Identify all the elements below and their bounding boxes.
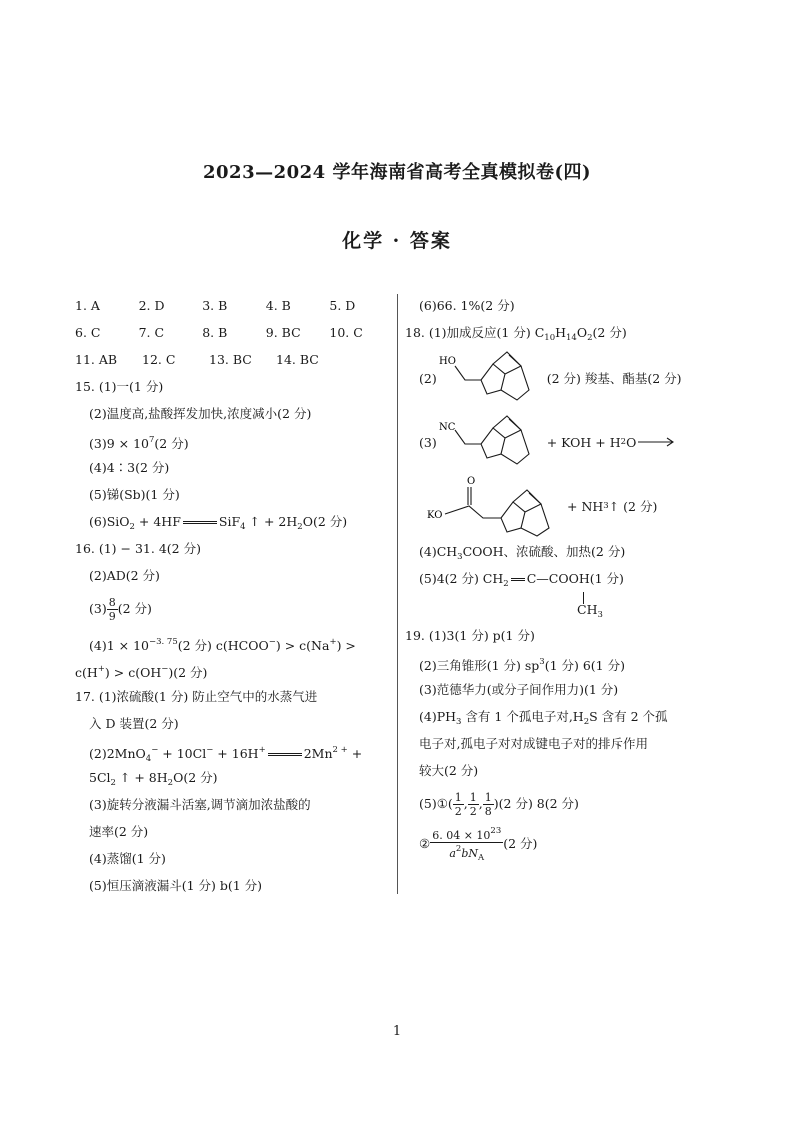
- superscript: +: [329, 637, 337, 647]
- text: + NH: [567, 498, 604, 514]
- q19-line: [405, 649, 735, 676]
- text: (1 分) 6(1 分): [544, 658, 625, 673]
- text: 6. 04 × 10: [432, 828, 491, 842]
- text: (5)①(: [419, 796, 453, 811]
- text: 2Mn: [303, 746, 333, 761]
- text: (2 分): [503, 836, 538, 851]
- text: ↑ (2 分): [608, 499, 658, 514]
- superscript: 2: [455, 843, 462, 854]
- text: H: [555, 325, 567, 340]
- q16-part4: [75, 629, 393, 656]
- text: O: [576, 325, 588, 340]
- text: S 含有 2 个孤: [589, 709, 668, 724]
- text: (5)4(2 分) CH: [419, 571, 504, 586]
- subscript: 3: [597, 610, 603, 620]
- superscript: −3. 75: [149, 637, 178, 647]
- subscript: 2: [587, 333, 593, 343]
- text: (4)PH: [419, 709, 457, 724]
- q18-part3-product: [405, 474, 735, 538]
- mcq-answer: 3. B: [202, 298, 228, 313]
- numerator: 1: [454, 791, 462, 804]
- superscript: 7: [149, 435, 155, 445]
- mcq-row: [75, 319, 393, 346]
- text: +: [347, 746, 363, 761]
- right-column: [405, 292, 735, 864]
- fraction: [483, 791, 494, 818]
- numerator: 8: [108, 596, 116, 609]
- text: c(H: [75, 665, 98, 680]
- mcq-answer: 2. D: [138, 298, 165, 313]
- text: ) > c(Na: [275, 638, 330, 653]
- subscript: 14: [566, 333, 577, 343]
- q16-part2: (2)AD(2 分): [89, 568, 160, 583]
- q17-line: (4)蒸馏(1 分): [89, 851, 166, 866]
- double-bond: [511, 578, 525, 581]
- left-column: [75, 292, 393, 899]
- superscript: 23: [490, 825, 502, 836]
- mcq-answer: 6. C: [75, 325, 101, 340]
- subscript: 3: [603, 501, 609, 511]
- q19-part5-1: [405, 784, 735, 824]
- subscript: 2: [167, 778, 174, 788]
- q17-line: [75, 737, 393, 764]
- text: 18. (1)加成反应(1 分) C: [405, 325, 545, 340]
- denominator: 9: [108, 610, 116, 623]
- numerator: [430, 825, 503, 843]
- q17-line: 速率(2 分): [89, 824, 149, 839]
- subscript: 2: [110, 778, 116, 788]
- mcq-answer: 4. B: [265, 298, 291, 313]
- superscript: 2 +: [332, 745, 348, 755]
- bicyclic-nitrile-structure: [437, 410, 547, 474]
- denominator: 2: [454, 805, 462, 818]
- text: (2)三角锥形(1 分) sp: [419, 658, 540, 673]
- hydroxyl-label: HO: [438, 356, 456, 367]
- text: (3)9 × 10: [89, 436, 149, 451]
- mcq-answer: 9. BC: [265, 325, 301, 340]
- q17-part6: (6)66. 1%(2 分): [419, 298, 515, 313]
- text: O(2 分): [173, 770, 218, 785]
- q18-part5: [405, 565, 735, 592]
- equals-sign: [268, 753, 302, 756]
- page-number: 1: [392, 1024, 402, 1039]
- q17-line: [75, 764, 393, 791]
- text: ②: [419, 836, 431, 851]
- text: a: [449, 846, 456, 860]
- text: (2 分): [592, 325, 627, 340]
- text: bN: [461, 846, 478, 860]
- mcq-row: [75, 292, 393, 319]
- mcq-answer: 10. C: [329, 325, 363, 340]
- bicyclic-alcohol-structure: [437, 346, 547, 410]
- superscript: −: [161, 664, 169, 674]
- subscript: 2: [620, 437, 627, 447]
- text: (3): [419, 434, 437, 450]
- column-divider: [397, 294, 398, 894]
- q15-part1: 15. (1)一(1 分): [75, 379, 164, 394]
- superscript: +: [258, 745, 266, 755]
- subscript: 2: [129, 522, 135, 532]
- q16-part3: [75, 589, 393, 629]
- text: ,: [463, 796, 468, 811]
- superscript: +: [97, 664, 105, 674]
- q15-part6: [75, 508, 393, 535]
- text: (2): [419, 370, 437, 386]
- q19-line: 较大(2 分): [419, 763, 479, 778]
- text: 5Cl: [89, 770, 111, 785]
- text: 含有 1 个孤电子对,H: [461, 709, 584, 724]
- mcq-answer: 13. BC: [209, 352, 252, 367]
- text: (2 分): [117, 601, 152, 616]
- subscript: 2: [583, 717, 590, 727]
- text: (6)SiO: [89, 514, 130, 529]
- fraction: [453, 791, 464, 818]
- text: + 4HF: [134, 514, 181, 529]
- mcq-row: [75, 346, 393, 373]
- text: + KOH + H: [546, 434, 621, 450]
- numerator: 1: [469, 791, 477, 804]
- reaction-arrow-icon: [636, 437, 676, 447]
- text: (2 分): [154, 436, 189, 451]
- superscript: −: [206, 745, 214, 755]
- mcq-answer: 7. C: [138, 325, 165, 340]
- denominator: 2: [469, 805, 477, 818]
- mcq-answer: 14. BC: [276, 352, 319, 367]
- q19-line: 19. (1)3(1 分) p(1 分): [405, 628, 535, 643]
- text: )(2 分): [168, 665, 208, 680]
- q15-part5: (5)锑(Sb)(1 分): [89, 487, 180, 502]
- subscript: 4: [145, 754, 152, 764]
- q15-part2: (2)温度高,盐酸挥发加快,浓度减小(2 分): [89, 406, 312, 421]
- text: (4)1 × 10: [89, 638, 149, 653]
- page-subtitle: 化学 · 答案: [342, 230, 452, 252]
- denominator: 8: [484, 805, 492, 818]
- text: (2 分) c(HCOO: [177, 638, 269, 653]
- text: ) >: [336, 638, 356, 653]
- text: O: [626, 434, 637, 450]
- mcq-answer: 11. AB: [75, 352, 118, 367]
- q15-part3: [75, 427, 393, 454]
- mcq-answer: 8. B: [202, 325, 228, 340]
- subscript: 3: [457, 552, 463, 562]
- text: (2)2MnO: [89, 746, 146, 761]
- text: )(2 分) 8(2 分): [493, 796, 579, 811]
- text: (2 分) 羧基、酯基(2 分): [546, 371, 682, 386]
- mcq-answer: 1. A: [75, 298, 100, 313]
- potassium-carboxylate-structure: [427, 474, 567, 538]
- fraction: [430, 825, 503, 865]
- q19-line: [405, 703, 735, 730]
- q19-part5-2: [405, 824, 735, 864]
- text: CH: [577, 602, 598, 617]
- subscript: 2: [503, 579, 509, 589]
- text: ↑ + 2H: [245, 514, 298, 529]
- numerator: 1: [484, 791, 492, 804]
- q16-part1: 16. (1) − 31. 4(2 分): [75, 541, 201, 556]
- q17-line: 17. (1)浓硫酸(1 分) 防止空气中的水蒸气进: [75, 689, 318, 704]
- superscript: −: [151, 745, 159, 755]
- subscript: 3: [456, 717, 462, 727]
- carbonyl-oxygen-label: O: [467, 476, 476, 487]
- text: (4)CH: [419, 544, 458, 559]
- ko-label: KO: [427, 510, 443, 521]
- subscript: A: [477, 852, 485, 863]
- q17-line: (3)旋转分液漏斗活塞,调节滴加浓盐酸的: [89, 797, 311, 812]
- q17-line: (5)恒压滴液漏斗(1 分) b(1 分): [89, 878, 263, 893]
- methyl-branch: [405, 592, 735, 622]
- q18-part4: [405, 538, 735, 565]
- q19-line: 电子对,孤电子对对成键电子对的排斥作用: [419, 736, 648, 751]
- q15-part4: (4)4∶3(2 分): [89, 460, 170, 475]
- subscript: 10: [544, 333, 556, 343]
- subscript: 4: [240, 522, 246, 532]
- page-title: 2023—2024 学年海南省高考全真模拟卷(四): [203, 162, 591, 183]
- superscript: −: [268, 637, 276, 647]
- text: SiF: [218, 514, 241, 529]
- methyl-label: [577, 604, 735, 621]
- q18-part3: [405, 410, 735, 474]
- text: ) > c(OH: [104, 665, 162, 680]
- text: COOH、浓硫酸、加热(2 分): [462, 544, 626, 559]
- text: + 16H: [213, 746, 259, 761]
- q19-line: (3)范德华力(或分子间作用力)(1 分): [419, 682, 619, 697]
- text: ↑ + 8H: [115, 770, 168, 785]
- text: (3): [89, 601, 107, 616]
- q18-part2: [405, 346, 735, 410]
- q16-part4-cont: [75, 656, 393, 683]
- mcq-answer: 5. D: [329, 298, 356, 313]
- text: + 10Cl: [158, 746, 207, 761]
- q17-line: 入 D 装置(2 分): [89, 716, 179, 731]
- nitrile-label: NC: [438, 422, 456, 433]
- superscript: 3: [539, 657, 545, 667]
- subscript: 2: [297, 522, 303, 532]
- denominator: [430, 843, 503, 865]
- equals-sign: [183, 521, 217, 524]
- text: C—COOH(1 分): [526, 571, 624, 586]
- text: ,: [478, 796, 483, 811]
- mcq-answer: 12. C: [142, 352, 176, 367]
- fraction: [107, 596, 118, 623]
- text: O(2 分): [302, 514, 348, 529]
- fraction: [468, 791, 479, 818]
- q18-line: [405, 319, 735, 346]
